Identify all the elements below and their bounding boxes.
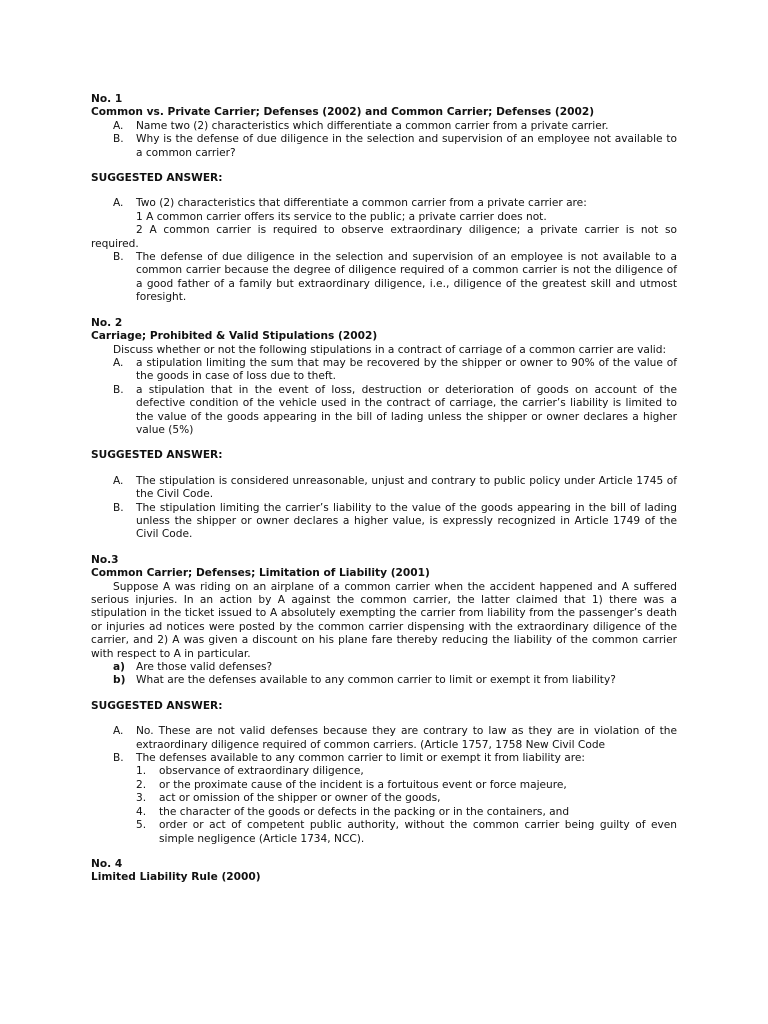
- defense-list-item: [91, 792, 677, 805]
- answer-item: [91, 725, 677, 752]
- answer-item: [91, 251, 677, 305]
- question-title: Limited Liability Rule (2000): [91, 871, 261, 884]
- question-item: [91, 357, 677, 384]
- answer-subpoint: 1 A common carrier offers its service to the public; a private carrier does not.: [136, 210, 547, 223]
- item-marker: A.: [113, 197, 124, 210]
- item-text: Are those valid defenses?: [136, 661, 273, 674]
- question-title: Carriage; Prohibited & Valid Stipulations (2002): [91, 330, 378, 343]
- question-item: [91, 133, 677, 160]
- item-text: What are the defenses available to any common carrier to limit or exempt it from liability?: [136, 674, 616, 687]
- item-text: The stipulation limiting the carrier’s liability to the value of the goods appearing in the bill of lading unless the shipper or owner declares a higher value, is expressly recognized in Article 1749 of the Civil Code.: [136, 501, 677, 541]
- question-number: No. 4: [91, 857, 123, 870]
- question-number: No. 2: [91, 316, 123, 329]
- question-item: [91, 384, 677, 438]
- item-marker: B.: [113, 251, 124, 264]
- list-text: act or omission of the shipper or owner of the goods,: [159, 792, 441, 805]
- list-number: 3.: [136, 792, 147, 805]
- question-number: No. 1: [91, 93, 123, 105]
- item-marker: B.: [113, 752, 124, 765]
- item-marker: B.: [113, 383, 124, 396]
- item-text: a stipulation that in the event of loss, destruction or deterioration of goods on account of the defective condition of the vehicle used in the contract of carriage, the carrier’s liability is limited to the value of the goods appearing in the bill of lading unless the shipper or owner declares a higher value (5%): [136, 383, 677, 436]
- question-title: Common vs. Private Carrier; Defenses (2002) and Common Carrier; Defenses (2002): [91, 106, 595, 119]
- document-content: [91, 93, 677, 885]
- item-marker: A.: [113, 725, 124, 738]
- item-text: The defenses available to any common carrier to limit or exempt it from liability are:: [136, 752, 585, 765]
- answer-item: [91, 502, 677, 542]
- suggested-answer-heading: SUGGESTED ANSWER:: [91, 449, 223, 462]
- suggested-answer-heading: SUGGESTED ANSWER:: [91, 699, 223, 712]
- defense-list-item: [91, 765, 677, 778]
- defense-list-item: [91, 779, 677, 792]
- list-number: 5.: [136, 819, 147, 832]
- item-text: No. These are not valid defenses because they are contrary to law as they are in violation of the extraordinary diligence required of common carriers. (Article 1757, 1758 New Civil Code: [136, 725, 677, 751]
- list-number: 2.: [136, 778, 147, 791]
- list-number: 4.: [136, 805, 147, 818]
- suggested-answer-heading: SUGGESTED ANSWER:: [91, 172, 223, 185]
- answer-item: [91, 197, 677, 210]
- item-marker: A.: [113, 474, 124, 487]
- item-text: Two (2) characteristics that differentiate a common carrier from a private carrier are:: [136, 197, 587, 210]
- item-text: Name two (2) characteristics which differentiate a common carrier from a private carrier.: [136, 119, 609, 132]
- question-intro: Discuss whether or not the following stipulations in a contract of carriage of a common carrier are valid:: [113, 343, 667, 356]
- item-marker: a): [113, 661, 125, 674]
- question-intro: Suppose A was riding on an airplane of a common carrier when the accident happened and A suffered serious injuries. In an action by A against the common carrier, the latter claimed that 1) there was a stipulation in the ticket issued to A absolutely exempting the carrier from liability from the passenger’s death or injuries ad notices were posted by the common carrier dispensing with the extraordinary diligence of the carrier, and 2) A was given a discount on his plane fare thereby reducing the liability of the common carrier with respect to A in particular.: [91, 580, 677, 660]
- item-text: The defense of due diligence in the selection and supervision of an employee is not available to a common carrier because the degree of diligence required of a common carrier is not the diligence of a good father of a family but extraordinary diligence, i.e., diligence of the greatest skill and utmost foresight.: [136, 251, 677, 304]
- list-text: order or act of competent public authority, without the common carrier being guilty of even simple negligence (Article 1734, NCC).: [159, 819, 677, 845]
- item-text: a stipulation limiting the sum that may be recovered by the shipper or owner to 90% of the value of the goods in case of loss due to theft.: [136, 356, 677, 383]
- defense-list-item: [91, 819, 677, 846]
- defense-list-item: [91, 806, 677, 819]
- question-item: [91, 120, 677, 133]
- question-item: [91, 661, 677, 674]
- item-marker: b): [113, 674, 126, 687]
- list-text: or the proximate cause of the incident is a fortuitous event or force majeure,: [159, 778, 567, 791]
- item-marker: A.: [113, 356, 124, 369]
- answer-subpoint: 2 A common carrier is required to observe extraordinary diligence; a private carrier is not so required.: [91, 224, 677, 250]
- answer-item: [91, 475, 677, 502]
- question-item: [91, 674, 677, 687]
- item-marker: A.: [113, 119, 124, 132]
- list-number: 1.: [136, 765, 147, 778]
- list-text: observance of extraordinary diligence,: [159, 765, 364, 778]
- item-text: The stipulation is considered unreasonable, unjust and contrary to public policy under Article 1745 of the Civil Code.: [136, 474, 677, 501]
- answer-item: [91, 752, 677, 765]
- item-marker: B.: [113, 133, 124, 146]
- list-text: the character of the goods or defects in the packing or in the containers, and: [159, 805, 570, 818]
- question-title: Common Carrier; Defenses; Limitation of Liability (2001): [91, 567, 430, 580]
- item-marker: B.: [113, 501, 124, 514]
- question-number: No.3: [91, 553, 119, 566]
- item-text: Why is the defense of due diligence in the selection and supervision of an employee not available to a common carrier?: [136, 133, 677, 159]
